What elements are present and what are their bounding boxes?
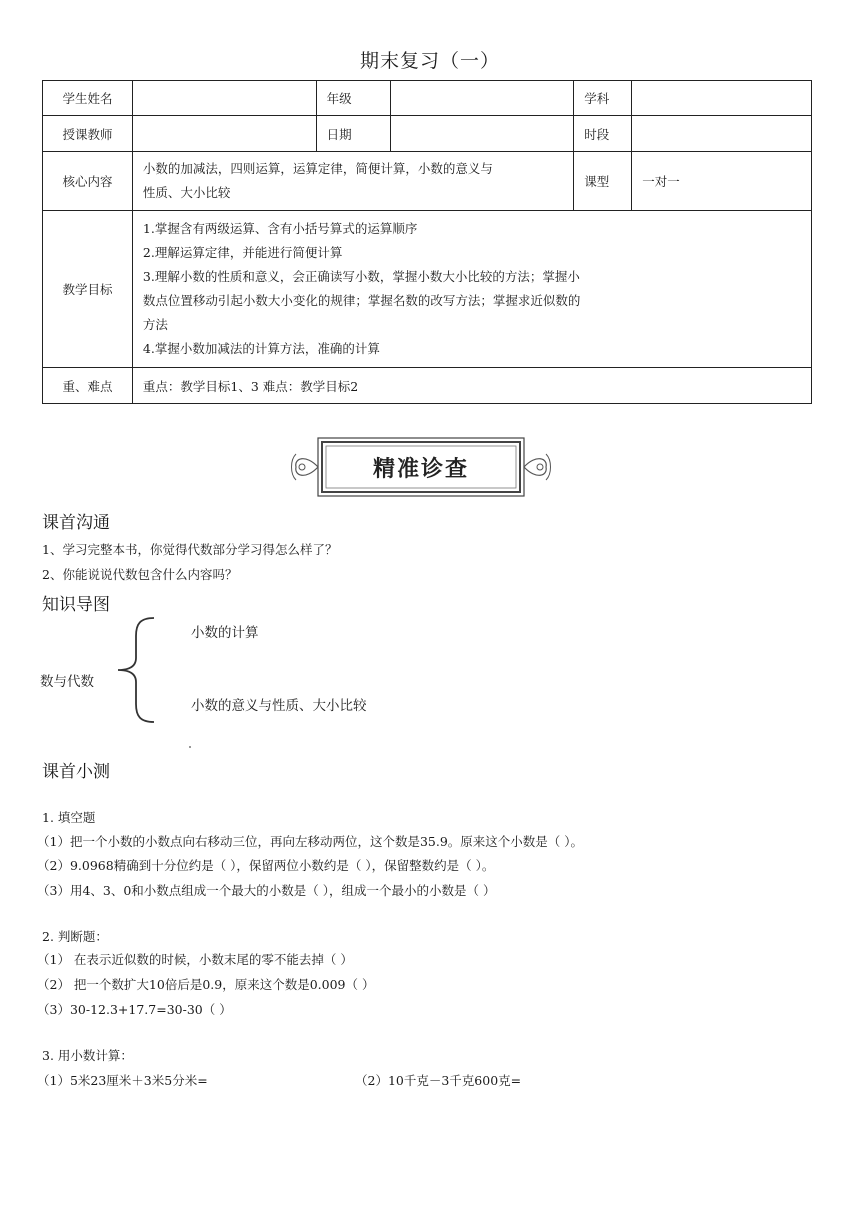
goals-content (132, 211, 811, 368)
date-cell[interactable] (390, 116, 574, 152)
quiz-question-title: 3. 用小数计算： (42, 1048, 133, 1063)
table-row (43, 81, 812, 116)
grade-label: 年级 (316, 81, 390, 116)
lesson-type-label: 课型 (574, 152, 632, 211)
date-label: 日期 (316, 116, 390, 152)
quiz-item: （3）用4、3、0和小数点组成一个最大的小数是（ ），组成一个最小的小数是（ ） (37, 883, 496, 898)
section-heading-quiz: 课首小测 (42, 762, 110, 782)
quiz-item: （1）把一个小数的小数点向右移动三位，再向左移动两位，这个数是35.9。原来这个小数是（ ）。 (37, 834, 584, 849)
goal-item: 1.掌握含有两级运算、含有小括号算式的运算顺序 (142, 221, 418, 236)
communication-question: 1、学习完整本书，你觉得代数部分学习得怎么样了？ (42, 542, 338, 557)
core-label: 核心内容 (43, 152, 133, 211)
period-cell[interactable] (632, 116, 812, 152)
communication-question: 2、你能说说代数包含什么内容吗？ (42, 567, 238, 582)
key-label: 重、难点 (43, 368, 133, 404)
goal-item: 3.理解小数的性质和意义，会正确读写小数，掌握小数大小比较的方法；掌握小 (142, 269, 580, 284)
goal-item: 2.理解运算定律，并能进行简便计算 (142, 245, 343, 260)
curly-brace-icon (112, 614, 157, 724)
goal-item: 4.掌握小数加减法的计算方法，准确的计算 (142, 341, 380, 356)
goals-label: 教学目标 (43, 211, 133, 368)
teacher-cell[interactable] (132, 116, 316, 152)
section-heading-mindmap: 知识导图 (42, 595, 110, 615)
quiz-question-title: 2. 判断题： (42, 929, 108, 944)
section-heading-communication: 课首沟通 (42, 513, 110, 533)
goal-item: 数点位置移动引起小数大小变化的规律；掌握名数的改写方法；掌握求近似数的 (142, 293, 581, 308)
subject-label: 学科 (574, 81, 632, 116)
page-title: 期末复习（一） (359, 50, 500, 72)
period-label: 时段 (574, 116, 632, 152)
grade-cell[interactable] (390, 81, 574, 116)
quiz-item: （2）9.0968精确到十分位约是（ ），保留两位小数约是（ ），保留整数约是（ ）。 (37, 858, 495, 873)
quiz-item: （3）30-12.3+17.7=30-30（ ） (37, 1002, 232, 1017)
quiz-item: （1） 在表示近似数的时候，小数末尾的零不能去掉（ ） (37, 952, 353, 967)
core-line: 性质、大小比较 (142, 185, 231, 200)
student-name-cell[interactable] (132, 81, 316, 116)
table-row (43, 368, 812, 404)
section-banner (288, 434, 554, 500)
mindmap-branch: 小数的计算 (191, 625, 259, 641)
core-line: 小数的加减法，四则运算，运算定律，简便计算，小数的意义与 (142, 161, 493, 176)
student-name-label: 学生姓名 (43, 81, 133, 116)
mindmap-branch: 小数的意义与性质、大小比较 (191, 698, 367, 714)
mindmap-root: 数与代数 (40, 674, 94, 690)
quiz-item: （1）5米23厘米＋3米5分米= (37, 1073, 208, 1088)
table-row (43, 116, 812, 152)
subject-cell[interactable] (632, 81, 812, 116)
banner-title: 精准诊查 (372, 456, 469, 482)
stray-dot (189, 746, 191, 748)
goal-item: 方法 (142, 317, 168, 332)
table-row (43, 211, 812, 368)
core-content (132, 152, 573, 211)
lesson-type-value: 一对一 (632, 152, 812, 211)
quiz-item: （2）10千克－3千克600克= (355, 1073, 522, 1088)
key-value: 重点：教学目标1、3 难点：教学目标2 (132, 368, 811, 404)
teacher-label: 授课教师 (43, 116, 133, 152)
table-row (43, 152, 812, 211)
quiz-question-title: 1. 填空题 (42, 810, 96, 825)
quiz-item: （2） 把一个数扩大10倍后是0.9，原来这个数是0.009（ ） (37, 977, 375, 992)
info-table (42, 80, 812, 404)
